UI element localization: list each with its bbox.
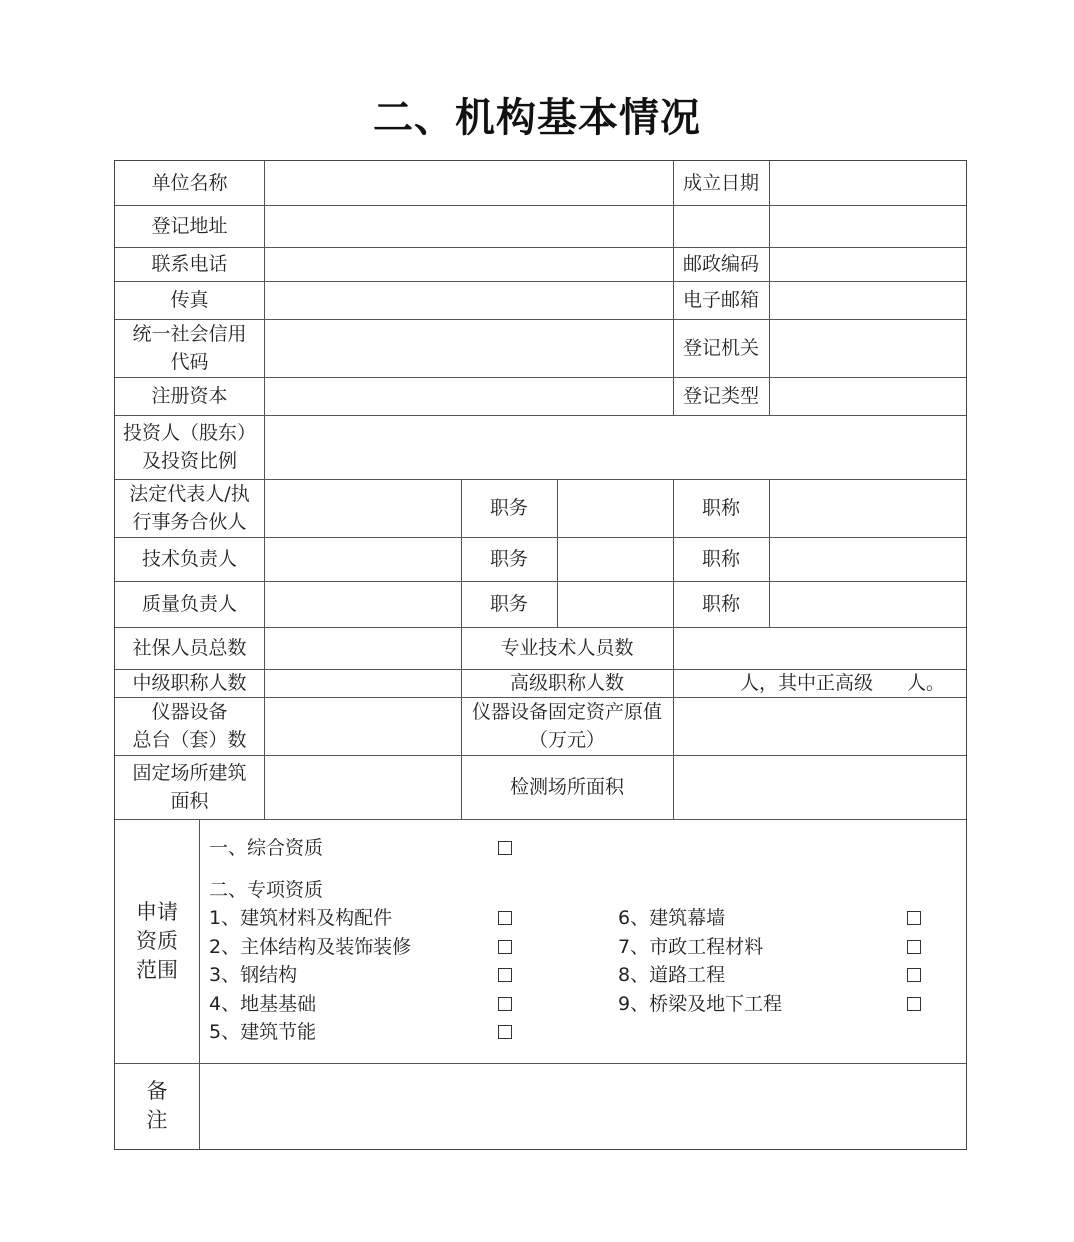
quality-lead-position-field[interactable] <box>558 581 673 627</box>
senior-title-staff-label: 高级职称人数 <box>509 672 624 694</box>
mid-title-staff-label: 中级职称人数 <box>132 672 247 694</box>
fax-label: 传真 <box>170 289 209 311</box>
legal-rep-title-label: 职称 <box>701 497 740 519</box>
equip-value-label-line-1: 仪器设备固定资产原值 <box>471 701 662 723</box>
remarks-field[interactable] <box>200 1063 966 1149</box>
scope-label-line-2: 资质 <box>136 928 178 953</box>
scope-item-3-checkbox[interactable] <box>498 968 512 982</box>
senior-note-b: 人。 <box>907 672 946 694</box>
email-label: 电子邮箱 <box>682 289 759 311</box>
site-area-label-line-2: 面积 <box>170 790 209 812</box>
tech-lead-title-field[interactable] <box>770 537 966 581</box>
scope-label <box>115 819 199 1063</box>
fax-field[interactable] <box>265 281 673 319</box>
investor-field[interactable] <box>265 415 966 479</box>
reg-authority-field[interactable] <box>770 319 966 377</box>
phone-label: 联系电话 <box>151 253 228 275</box>
legal-rep-position-label: 职务 <box>489 497 528 519</box>
unit-name-field[interactable] <box>265 161 673 205</box>
reg-address-field[interactable] <box>265 205 966 247</box>
test-area-field[interactable] <box>674 755 966 819</box>
tech-lead-label: 技术负责人 <box>141 548 237 570</box>
equip-value-label-line-2: （万元） <box>528 729 605 751</box>
scope-item-6-checkbox[interactable] <box>907 911 921 925</box>
credit-code-label-line-1: 统一社会信用 <box>132 323 247 345</box>
reg-address-label: 登记地址 <box>151 215 228 237</box>
scope-item-8-checkbox[interactable] <box>907 968 921 982</box>
mid-title-staff-field[interactable] <box>265 669 461 697</box>
tech-lead-position-label: 职务 <box>489 548 528 570</box>
founding-date-field[interactable] <box>770 161 966 205</box>
scope-item-3: 3、钢结构 <box>209 964 298 986</box>
credit-code-label <box>115 319 264 377</box>
scope-item-5: 5、建筑节能 <box>209 1021 317 1043</box>
investor-label-line-2: 及投资比例 <box>141 450 237 472</box>
phone-field[interactable] <box>265 247 673 281</box>
institution-info-form <box>114 160 967 1150</box>
reg-authority-label: 登记机关 <box>682 337 759 359</box>
quality-lead-title-field[interactable] <box>770 581 966 627</box>
scope-item-8: 8、道路工程 <box>618 964 726 986</box>
pro-tech-staff-field[interactable] <box>674 627 966 669</box>
investor-label <box>115 415 264 479</box>
equip-count-label <box>115 697 264 755</box>
reg-capital-label: 注册资本 <box>151 385 228 407</box>
scope-item-5-checkbox[interactable] <box>498 1025 512 1039</box>
equip-count-label-line-2: 总台（套）数 <box>132 729 247 751</box>
legal-rep-label-line-1: 法定代表人/执 <box>129 483 250 505</box>
scope-item-6: 6、建筑幕墙 <box>618 907 726 929</box>
site-area-field[interactable] <box>265 755 461 819</box>
scope-item-7-checkbox[interactable] <box>907 940 921 954</box>
scope-item-2-checkbox[interactable] <box>498 940 512 954</box>
remarks-label-line-2: 注 <box>146 1108 168 1132</box>
credit-code-field[interactable] <box>265 319 673 377</box>
legal-rep-title-field[interactable] <box>770 479 966 537</box>
senior-title-staff-field[interactable] <box>674 669 966 697</box>
social-staff-field[interactable] <box>265 627 461 669</box>
page-title: 二、机构基本情况 <box>373 95 701 141</box>
social-staff-label: 社保人员总数 <box>132 637 247 659</box>
remarks-label <box>115 1063 199 1149</box>
scope-item-4-checkbox[interactable] <box>498 997 512 1011</box>
postal-code-label: 邮政编码 <box>682 253 759 275</box>
pro-tech-staff-label: 专业技术人员数 <box>500 637 634 659</box>
equip-value-field[interactable] <box>674 697 966 755</box>
legal-rep-label-line-2: 行事务合伙人 <box>132 511 247 533</box>
legal-rep-label <box>115 479 264 537</box>
scope-label-line-3: 范围 <box>136 957 178 982</box>
site-area-label-line-1: 固定场所建筑 <box>132 762 247 784</box>
scope-item-7: 7、市政工程材料 <box>618 936 764 958</box>
scope-item-1: 1、建筑材料及构配件 <box>209 907 393 929</box>
legal-rep-field[interactable] <box>265 479 461 537</box>
remarks-label-line-1: 备 <box>146 1079 168 1103</box>
tech-lead-field[interactable] <box>265 537 461 581</box>
founding-date-label: 成立日期 <box>682 172 759 194</box>
general-qualification-label: 一、综合资质 <box>209 837 324 859</box>
scope-item-1-checkbox[interactable] <box>498 911 512 925</box>
email-field[interactable] <box>770 281 966 319</box>
senior-note-a: 人，其中正高级 <box>740 672 874 694</box>
quality-lead-field[interactable] <box>265 581 461 627</box>
quality-lead-title-label: 职称 <box>701 593 740 615</box>
special-qualification-label: 二、专项资质 <box>209 879 324 901</box>
general-qualification-checkbox[interactable] <box>498 841 512 855</box>
scope-item-2: 2、主体结构及装饰装修 <box>209 936 412 958</box>
investor-label-line-1: 投资人（股东） <box>122 422 256 444</box>
scope-item-9: 9、桥梁及地下工程 <box>618 993 783 1015</box>
scope-item-4: 4、地基基础 <box>209 993 317 1015</box>
equip-count-label-line-1: 仪器设备 <box>151 701 228 723</box>
tech-lead-title-label: 职称 <box>701 548 740 570</box>
reg-type-label: 登记类型 <box>682 385 759 407</box>
quality-lead-position-label: 职务 <box>489 593 528 615</box>
credit-code-label-line-2: 代码 <box>170 351 209 373</box>
scope-item-9-checkbox[interactable] <box>907 997 921 1011</box>
scope-label-line-1: 申请 <box>136 899 178 924</box>
site-area-label <box>115 755 264 819</box>
reg-type-field[interactable] <box>770 377 966 415</box>
postal-code-field[interactable] <box>770 247 966 281</box>
quality-lead-label: 质量负责人 <box>141 593 237 615</box>
test-area-label: 检测场所面积 <box>509 776 624 798</box>
tech-lead-position-field[interactable] <box>558 537 673 581</box>
unit-name-label: 单位名称 <box>151 172 228 194</box>
equip-count-field[interactable] <box>265 697 461 755</box>
reg-capital-field[interactable] <box>265 377 673 415</box>
equip-value-label <box>461 697 673 755</box>
legal-rep-position-field[interactable] <box>558 479 673 537</box>
